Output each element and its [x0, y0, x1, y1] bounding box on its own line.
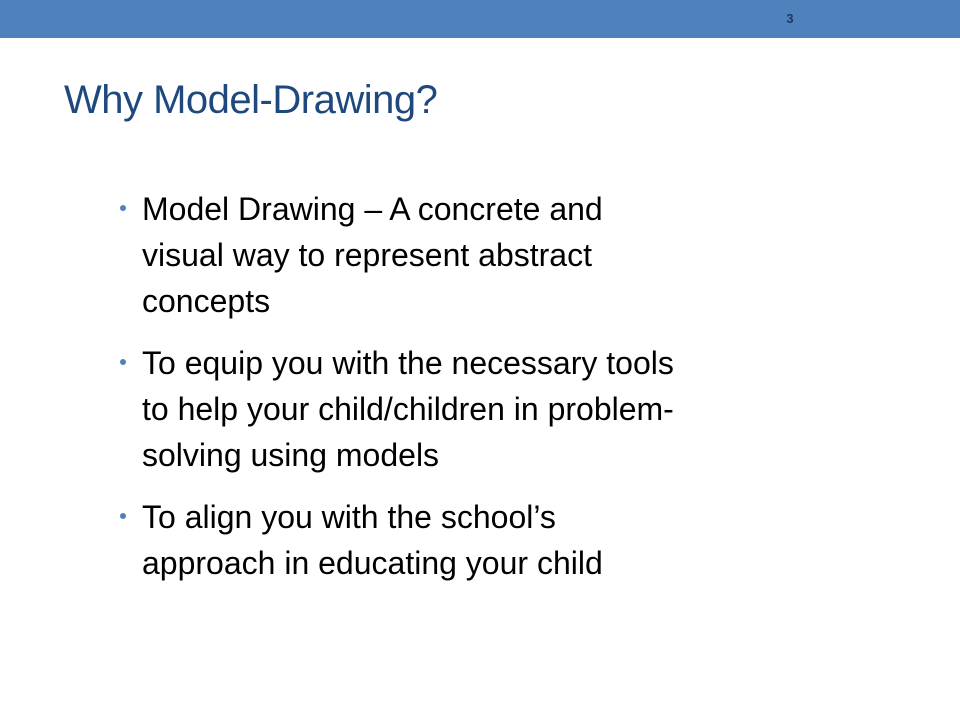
bullet-text-line: concepts — [142, 283, 271, 319]
bullet-dot-icon — [120, 205, 126, 211]
bullet-text-line: To equip you with the necessary tools — [142, 345, 674, 381]
bullet-dot-icon — [120, 513, 126, 519]
bullet-list — [116, 186, 876, 602]
slide-title: Why Model-Drawing? — [64, 78, 438, 122]
bullet-text-line: visual way to represent abstract — [142, 237, 592, 273]
bullet-text-line: Model Drawing – A concrete and — [142, 191, 603, 227]
bullet-text-line: To align you with the school’s — [142, 499, 556, 535]
bullet-item — [116, 186, 876, 324]
bullet-text-line: solving using models — [142, 437, 440, 473]
bullet-dot-icon — [120, 359, 126, 365]
bullet-text-line: approach in educating your child — [142, 545, 603, 581]
header-bar — [0, 0, 960, 38]
slide-number: 3 — [786, 11, 794, 26]
bullet-item — [116, 340, 876, 478]
bullet-item — [116, 494, 876, 586]
bullet-text-line: to help your child/children in problem- — [142, 391, 674, 427]
